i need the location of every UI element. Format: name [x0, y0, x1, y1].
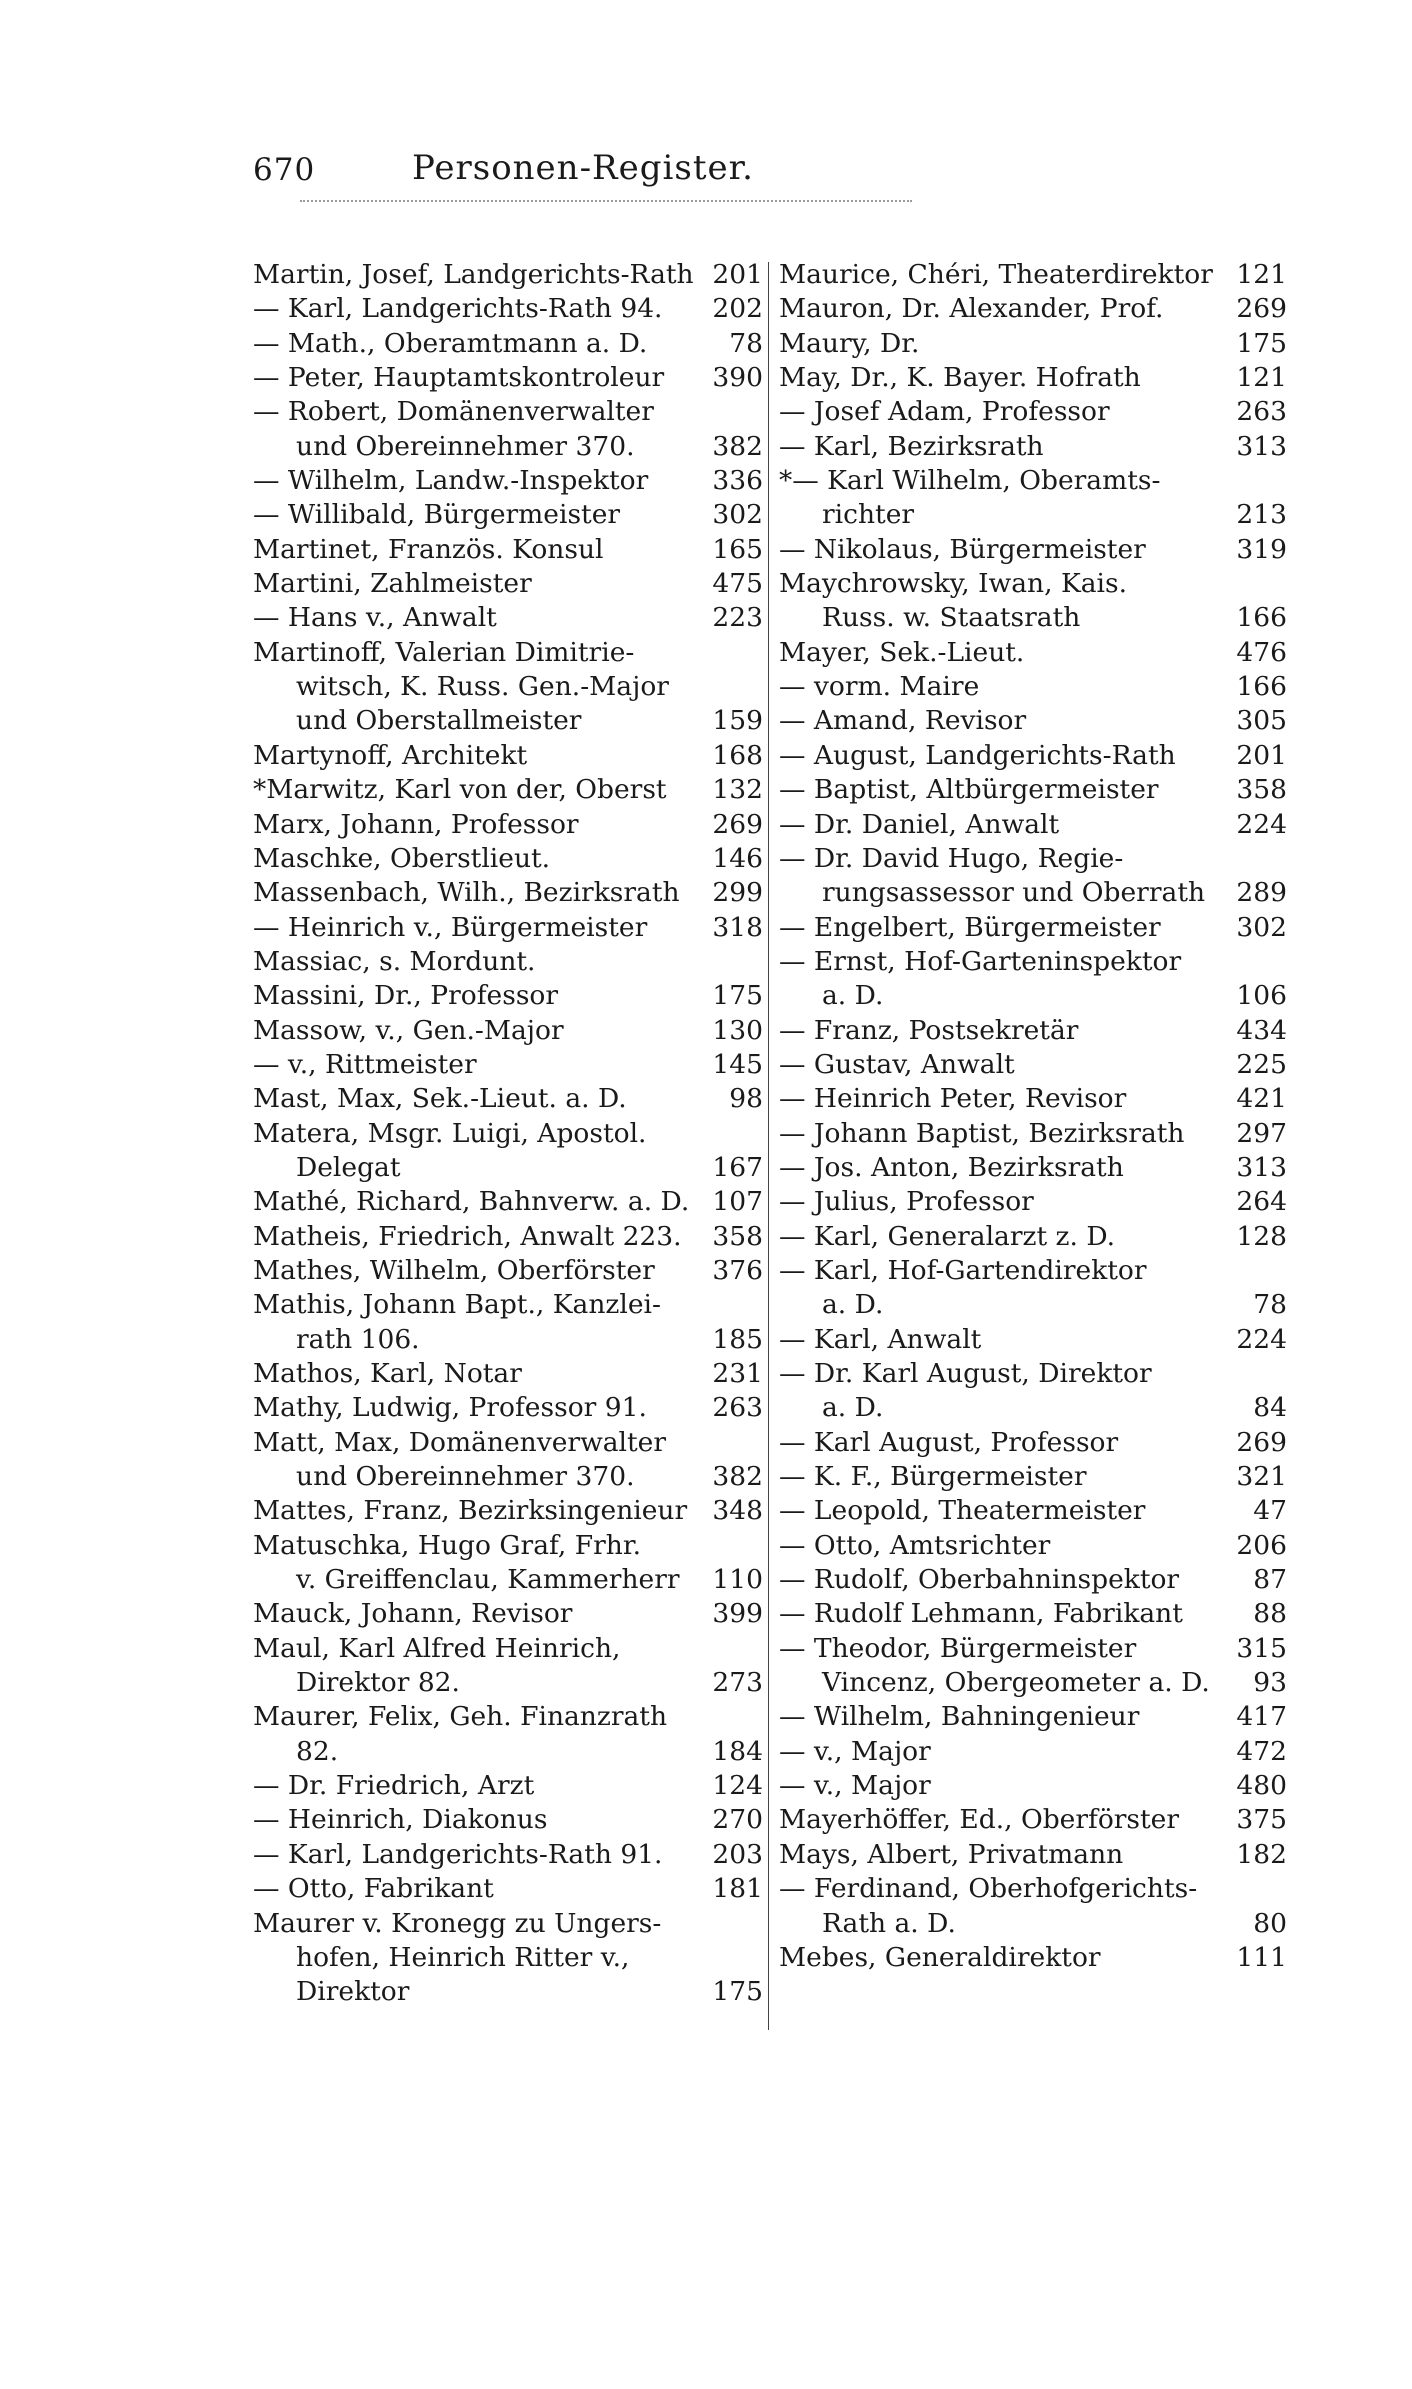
- entry-name: — Otto, Amtsrichter: [779, 1529, 1051, 1561]
- entry-page-number: 315: [1236, 1632, 1287, 1664]
- entry-name: Maychrowsky, Iwan, Kais.: [779, 568, 1128, 600]
- index-entry: [779, 1563, 1289, 1597]
- index-entry: [253, 1117, 765, 1151]
- index-entry: [253, 1563, 765, 1597]
- entry-name: Maschke, Oberstlieut.: [253, 842, 551, 874]
- entry-page-number: 121: [1236, 259, 1287, 290]
- entry-page-number: 321: [1236, 1461, 1287, 1493]
- index-entry: [253, 1323, 765, 1357]
- entry-page-number: 434: [1236, 1014, 1287, 1046]
- index-entry: [779, 1769, 1289, 1803]
- index-entry: [779, 1254, 1289, 1288]
- page-header: [253, 148, 913, 194]
- entry-page-number: 78: [729, 327, 763, 359]
- entry-name: — Dr. Friedrich, Arzt: [253, 1770, 535, 1802]
- entry-page-number: 224: [1236, 1323, 1287, 1355]
- entry-name: — Amand, Revisor: [779, 705, 1027, 737]
- entry-name: — Karl, Generalarzt z. D.: [779, 1220, 1116, 1252]
- index-entry: [253, 292, 765, 326]
- entry-name: — Nikolaus, Bürgermeister: [779, 533, 1146, 565]
- index-entry: [253, 1220, 765, 1254]
- entry-page-number: 289: [1236, 877, 1287, 909]
- entry-page-number: 184: [712, 1735, 763, 1767]
- entry-page-number: 202: [712, 293, 763, 325]
- index-entry: [779, 1220, 1289, 1254]
- entry-name: — Peter, Hauptamtskontroleur: [253, 362, 665, 394]
- index-entry: [779, 808, 1289, 842]
- entry-name: — Wilhelm, Landw.-Inspektor: [253, 465, 649, 497]
- entry-page-number: 201: [712, 259, 763, 290]
- index-entry: [779, 1117, 1289, 1151]
- entry-name: Russ. w. Staatsrath: [822, 602, 1081, 634]
- entry-page-number: 88: [1253, 1598, 1287, 1630]
- entry-page-number: 319: [1236, 533, 1287, 565]
- index-entry: [253, 1391, 765, 1425]
- index-entry: [779, 292, 1289, 326]
- entry-page-number: 223: [712, 602, 763, 634]
- entry-name: 82.: [296, 1735, 339, 1767]
- entry-name: — Dr. Karl August, Direktor: [779, 1358, 1152, 1389]
- entry-name: — Karl, Anwalt: [779, 1323, 982, 1355]
- index-entry: [779, 1014, 1289, 1048]
- index-entry: [253, 670, 765, 704]
- index-entry: [253, 876, 765, 910]
- entry-name: — Dr. Daniel, Anwalt: [779, 808, 1060, 840]
- column-divider: [768, 262, 769, 2030]
- index-entry: [779, 636, 1289, 670]
- entry-name: — Karl, Landgerichts-Rath 94.: [253, 293, 663, 325]
- index-entry: [253, 704, 765, 738]
- entry-name: Mast, Max, Sek.-Lieut. a. D.: [253, 1083, 627, 1115]
- entry-name: — Robert, Domänenverwalter: [253, 396, 654, 428]
- entry-page-number: 224: [1236, 808, 1287, 840]
- entry-page-number: 121: [1236, 362, 1287, 394]
- entry-name: Mathes, Wilhelm, Oberförster: [253, 1254, 655, 1286]
- index-entry: [779, 430, 1289, 464]
- index-entry: [253, 1185, 765, 1219]
- index-entry: [779, 911, 1289, 945]
- index-entry: [253, 601, 765, 635]
- index-entry: [779, 739, 1289, 773]
- entry-page-number: 375: [1236, 1804, 1287, 1836]
- entry-name: — Hans v., Anwalt: [253, 602, 497, 634]
- index-entry: [779, 773, 1289, 807]
- index-entry: [253, 1700, 765, 1734]
- entry-page-number: 358: [712, 1220, 763, 1252]
- entry-name: rungsassessor und Oberrath: [822, 877, 1206, 909]
- index-entry: [779, 1426, 1289, 1460]
- index-entry: [779, 842, 1289, 876]
- index-entry: [253, 567, 765, 601]
- page-title: Personen-Register.: [412, 148, 754, 188]
- entry-page-number: 269: [1236, 293, 1287, 325]
- index-entry: [253, 533, 765, 567]
- entry-page-number: 146: [712, 842, 763, 874]
- index-entry: [253, 1426, 765, 1460]
- index-entry: [253, 1735, 765, 1769]
- left-column: [253, 258, 765, 2010]
- entry-name: Maurer, Felix, Geh. Finanzrath: [253, 1701, 668, 1733]
- entry-page-number: 358: [1236, 774, 1287, 806]
- index-entry: [253, 464, 765, 498]
- entry-name: — Jos. Anton, Bezirksrath: [779, 1151, 1124, 1183]
- index-entry: [253, 1803, 765, 1837]
- entry-page-number: 124: [712, 1770, 763, 1802]
- entry-name: — Ernst, Hof-Garteninspektor: [779, 945, 1182, 977]
- entry-page-number: 472: [1236, 1735, 1287, 1767]
- entry-name: Rath a. D.: [822, 1907, 956, 1939]
- index-entry: [779, 1151, 1289, 1185]
- entry-name: — Baptist, Altbürgermeister: [779, 774, 1159, 806]
- index-entry: [779, 498, 1289, 532]
- entry-page-number: 417: [1236, 1701, 1287, 1733]
- entry-page-number: 390: [712, 362, 763, 394]
- entry-name: Massini, Dr., Professor: [253, 980, 559, 1012]
- entry-name: Mathé, Richard, Bahnverw. a. D.: [253, 1186, 690, 1218]
- index-entry: [779, 1907, 1289, 1941]
- entry-name: Matuschka, Hugo Graf, Frhr.: [253, 1529, 642, 1561]
- entry-name: v. Greiffenclau, Kammerherr: [296, 1564, 680, 1596]
- entry-page-number: 107: [712, 1186, 763, 1218]
- index-entry: [253, 1529, 765, 1563]
- entry-page-number: 476: [1236, 636, 1287, 668]
- entry-name: Martinoff, Valerian Dimitrie-: [253, 636, 635, 668]
- entry-name: a. D.: [822, 1392, 884, 1424]
- entry-page-number: 421: [1236, 1083, 1287, 1115]
- index-entry: [253, 773, 765, 807]
- index-entry: [253, 1597, 765, 1631]
- entry-page-number: 181: [712, 1873, 763, 1905]
- entry-name: Mayerhöffer, Ed., Oberförster: [779, 1804, 1180, 1836]
- entry-page-number: 168: [712, 739, 763, 771]
- entry-name: — vorm. Maire: [779, 671, 980, 703]
- index-entry: [779, 567, 1289, 601]
- entry-name: — Theodor, Bürgermeister: [779, 1632, 1137, 1664]
- entry-name: — Julius, Professor: [779, 1186, 1034, 1218]
- entry-page-number: 231: [712, 1358, 763, 1389]
- entry-name: Massenbach, Wilh., Bezirksrath: [253, 877, 680, 909]
- index-entry: [779, 1872, 1289, 1906]
- entry-page-number: 302: [1236, 911, 1287, 943]
- entry-name: — Josef Adam, Professor: [779, 396, 1110, 428]
- index-entry: [779, 670, 1289, 704]
- index-entry: [253, 1494, 765, 1528]
- entry-name: a. D.: [822, 980, 884, 1012]
- entry-name: — Karl, Landgerichts-Rath 91.: [253, 1838, 663, 1870]
- entry-page-number: 203: [712, 1838, 763, 1870]
- index-entry: [779, 1460, 1289, 1494]
- index-entry: [779, 704, 1289, 738]
- entry-name: Martinet, Französ. Konsul: [253, 533, 604, 565]
- index-entry: [253, 1288, 765, 1322]
- index-entry: [779, 1632, 1289, 1666]
- index-entry: [253, 911, 765, 945]
- index-entry: [779, 1357, 1289, 1391]
- entry-name: — Wilhelm, Bahningenieur: [779, 1701, 1140, 1733]
- index-entry: [253, 1769, 765, 1803]
- entry-page-number: 167: [712, 1151, 763, 1183]
- entry-name: Mauck, Johann, Revisor: [253, 1598, 573, 1630]
- index-entry: [253, 1941, 765, 1975]
- entry-name: rath 106.: [296, 1323, 420, 1355]
- index-entry: [253, 1838, 765, 1872]
- entry-name: Matera, Msgr. Luigi, Apostol.: [253, 1117, 647, 1149]
- entry-name: — v., Major: [779, 1735, 931, 1767]
- index-entry: [253, 1975, 765, 2009]
- entry-name: *— Karl Wilhelm, Oberamts-: [779, 465, 1161, 497]
- index-entry: [779, 1941, 1289, 1975]
- index-entry: [779, 464, 1289, 498]
- entry-name: Direktor 82.: [296, 1667, 460, 1699]
- index-entry: [253, 1048, 765, 1082]
- right-column: [779, 258, 1289, 1975]
- entry-page-number: 78: [1253, 1289, 1287, 1321]
- entry-page-number: 336: [712, 465, 763, 497]
- entry-page-number: 93: [1253, 1667, 1287, 1699]
- entry-name: — v., Rittmeister: [253, 1048, 477, 1080]
- entry-name: — Engelbert, Bürgermeister: [779, 911, 1161, 943]
- entry-page-number: 132: [712, 774, 763, 806]
- entry-page-number: 166: [1236, 602, 1287, 634]
- entry-page-number: 175: [712, 1976, 763, 2008]
- entry-name: Matt, Max, Domänenverwalter: [253, 1426, 667, 1458]
- entry-page-number: 269: [1236, 1426, 1287, 1458]
- entry-page-number: 80: [1253, 1907, 1287, 1939]
- index-entry: [253, 979, 765, 1013]
- index-entry: [779, 1082, 1289, 1116]
- entry-name: und Obereinnehmer 370.: [296, 1461, 635, 1493]
- index-entry: [253, 1014, 765, 1048]
- entry-name: witsch, K. Russ. Gen.-Major: [296, 671, 669, 703]
- entry-page-number: 98: [729, 1083, 763, 1115]
- entry-page-number: 84: [1253, 1392, 1287, 1424]
- index-entry: [253, 327, 765, 361]
- entry-name: a. D.: [822, 1289, 884, 1321]
- entry-page-number: 475: [712, 568, 763, 600]
- entry-page-number: 206: [1236, 1529, 1287, 1561]
- index-entry: [779, 533, 1289, 567]
- entry-page-number: 313: [1236, 1151, 1287, 1183]
- entry-name: Mathy, Ludwig, Professor 91.: [253, 1392, 647, 1424]
- entry-page-number: 348: [712, 1495, 763, 1527]
- entry-name: — Franz, Postsekretär: [779, 1014, 1079, 1046]
- entry-page-number: 399: [712, 1598, 763, 1630]
- entry-name: *Marwitz, Karl von der, Oberst: [253, 774, 667, 806]
- entry-page-number: 313: [1236, 430, 1287, 462]
- entry-page-number: 110: [712, 1564, 763, 1596]
- entry-name: — Willibald, Bürgermeister: [253, 499, 621, 531]
- entry-page-number: 382: [712, 430, 763, 462]
- index-entry: [779, 1288, 1289, 1322]
- entry-page-number: 299: [712, 877, 763, 909]
- entry-name: Maul, Karl Alfred Heinrich,: [253, 1632, 621, 1664]
- entry-name: Mattes, Franz, Bezirksingenieur: [253, 1495, 688, 1527]
- entry-page-number: 145: [712, 1048, 763, 1080]
- entry-page-number: 166: [1236, 671, 1287, 703]
- index-entry: [779, 258, 1289, 292]
- index-entry: [779, 945, 1289, 979]
- entry-name: Martynoff, Architekt: [253, 739, 528, 771]
- entry-name: und Oberstallmeister: [296, 705, 582, 737]
- entry-page-number: 87: [1253, 1564, 1287, 1596]
- entry-name: — Rudolf, Oberbahninspektor: [779, 1564, 1180, 1596]
- index-entry: [253, 1151, 765, 1185]
- index-entry: [779, 876, 1289, 910]
- index-entry: [779, 1803, 1289, 1837]
- index-entry: [253, 1632, 765, 1666]
- entry-name: Matheis, Friedrich, Anwalt 223.: [253, 1220, 682, 1252]
- index-entry: [779, 327, 1289, 361]
- entry-page-number: 159: [712, 705, 763, 737]
- entry-name: — Gustav, Anwalt: [779, 1048, 1015, 1080]
- entry-page-number: 201: [1236, 739, 1287, 771]
- index-entry: [253, 1872, 765, 1906]
- entry-page-number: 480: [1236, 1770, 1287, 1802]
- entry-page-number: 305: [1236, 705, 1287, 737]
- entry-page-number: 130: [712, 1014, 763, 1046]
- index-entry: [253, 808, 765, 842]
- entry-name: — Heinrich v., Bürgermeister: [253, 911, 648, 943]
- entry-page-number: 270: [712, 1804, 763, 1836]
- index-entry: [779, 1529, 1289, 1563]
- index-entry: [779, 1700, 1289, 1734]
- entry-name: Maurer v. Kronegg zu Ungers-: [253, 1907, 662, 1939]
- entry-name: — Heinrich, Diakonus: [253, 1804, 548, 1836]
- index-entry: [779, 1838, 1289, 1872]
- entry-name: Direktor: [296, 1976, 410, 2008]
- entry-name: — Karl August, Professor: [779, 1426, 1119, 1458]
- entry-name: — v., Major: [779, 1770, 931, 1802]
- entry-page-number: 182: [1236, 1838, 1287, 1870]
- index-entry: [779, 1323, 1289, 1357]
- index-entry: [253, 1460, 765, 1494]
- index-entry: [253, 1357, 765, 1391]
- entry-page-number: 225: [1236, 1048, 1287, 1080]
- entry-page-number: 106: [1236, 980, 1287, 1012]
- header-rule: [300, 200, 912, 202]
- entry-name: und Obereinnehmer 370.: [296, 430, 635, 462]
- index-entry: [253, 636, 765, 670]
- entry-page-number: 185: [712, 1323, 763, 1355]
- entry-name: Vincenz, Obergeometer a. D.: [822, 1667, 1210, 1699]
- index-entry: [779, 1494, 1289, 1528]
- index-entry: [779, 1185, 1289, 1219]
- entry-page-number: 264: [1236, 1186, 1287, 1218]
- entry-name: Mathis, Johann Bapt., Kanzlei-: [253, 1289, 661, 1321]
- entry-page-number: 382: [712, 1461, 763, 1493]
- entry-name: — Ferdinand, Oberhofgerichts-: [779, 1873, 1198, 1905]
- entry-page-number: 263: [712, 1392, 763, 1424]
- index-entry: [253, 498, 765, 532]
- index-entry: [253, 430, 765, 464]
- entry-page-number: 376: [712, 1254, 763, 1286]
- entry-page-number: 263: [1236, 396, 1287, 428]
- entry-page-number: 175: [1236, 327, 1287, 359]
- entry-name: — Heinrich Peter, Revisor: [779, 1083, 1127, 1115]
- entry-name: — Dr. David Hugo, Regie-: [779, 842, 1124, 874]
- entry-page-number: 111: [1236, 1941, 1287, 1973]
- entry-name: — K. F., Bürgermeister: [779, 1461, 1087, 1493]
- entry-name: Maurice, Chéri, Theaterdirektor: [779, 259, 1213, 290]
- entry-page-number: 297: [1236, 1117, 1287, 1149]
- index-entry: [253, 395, 765, 429]
- entry-page-number: 273: [712, 1667, 763, 1699]
- entry-page-number: 302: [712, 499, 763, 531]
- entry-name: — Johann Baptist, Bezirksrath: [779, 1117, 1185, 1149]
- entry-page-number: 128: [1236, 1220, 1287, 1252]
- entry-name: richter: [822, 499, 915, 531]
- index-entry: [253, 1082, 765, 1116]
- index-entry: [779, 395, 1289, 429]
- index-entry: [253, 1254, 765, 1288]
- index-entry: [253, 361, 765, 395]
- index-entry: [779, 601, 1289, 635]
- index-entry: [779, 1048, 1289, 1082]
- entry-name: Maury, Dr.: [779, 327, 920, 359]
- entry-name: Mayer, Sek.-Lieut.: [779, 636, 1025, 668]
- entry-name: Massow, v., Gen.-Major: [253, 1014, 564, 1046]
- entry-name: — Math., Oberamtmann a. D.: [253, 327, 648, 359]
- entry-name: — Karl, Hof-Gartendirektor: [779, 1254, 1147, 1286]
- entry-page-number: 47: [1253, 1495, 1287, 1527]
- entry-page-number: 318: [712, 911, 763, 943]
- entry-name: Mebes, Generaldirektor: [779, 1941, 1101, 1973]
- index-entry: [253, 1666, 765, 1700]
- entry-name: Mathos, Karl, Notar: [253, 1358, 522, 1389]
- index-entry: [253, 1907, 765, 1941]
- entry-name: — Rudolf Lehmann, Fabrikant: [779, 1598, 1183, 1630]
- index-entry: [253, 945, 765, 979]
- entry-name: Martin, Josef, Landgerichts-Rath: [253, 259, 694, 290]
- index-entry: [779, 1735, 1289, 1769]
- index-entry: [779, 361, 1289, 395]
- index-entry: [253, 739, 765, 773]
- entry-name: Mauron, Dr. Alexander, Prof.: [779, 293, 1164, 325]
- index-entry: [779, 1666, 1289, 1700]
- entry-name: hofen, Heinrich Ritter v.,: [296, 1941, 630, 1973]
- entry-page-number: 165: [712, 533, 763, 565]
- index-entry: [253, 842, 765, 876]
- entry-name: Marx, Johann, Professor: [253, 808, 579, 840]
- entry-name: — Leopold, Theatermeister: [779, 1495, 1146, 1527]
- entry-page-number: 213: [1236, 499, 1287, 531]
- entry-page-number: 175: [712, 980, 763, 1012]
- entry-name: — August, Landgerichts-Rath: [779, 739, 1176, 771]
- entry-name: Mays, Albert, Privatmann: [779, 1838, 1124, 1870]
- entry-name: May, Dr., K. Bayer. Hofrath: [779, 362, 1141, 394]
- entry-name: Martini, Zahlmeister: [253, 568, 532, 600]
- index-entry: [779, 979, 1289, 1013]
- index-entry: [779, 1597, 1289, 1631]
- index-entry: [779, 1391, 1289, 1425]
- entry-page-number: 269: [712, 808, 763, 840]
- entry-name: Massiac, s. Mordunt.: [253, 945, 536, 977]
- page-number: 670: [253, 152, 316, 188]
- entry-name: — Otto, Fabrikant: [253, 1873, 494, 1905]
- index-entry: [253, 258, 765, 292]
- entry-name: Delegat: [296, 1151, 401, 1183]
- entry-name: — Karl, Bezirksrath: [779, 430, 1044, 462]
